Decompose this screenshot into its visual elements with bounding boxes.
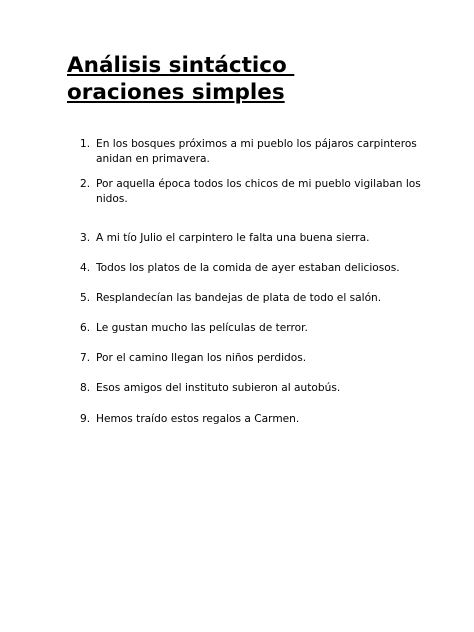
item-text [96, 137, 440, 167]
title-line-1: Análisis sintáctico [67, 53, 295, 78]
list-item [80, 381, 440, 396]
item-text: Por el camino llegan los niños perdidos. [96, 352, 307, 364]
document-title [67, 52, 387, 106]
item-number: 2. [80, 178, 91, 190]
item-text [96, 177, 440, 207]
list-item [80, 231, 440, 246]
list-item [80, 177, 440, 207]
item-text: Esos amigos del instituto subieron al autobús. [96, 382, 341, 394]
item-number: 3. [80, 232, 91, 244]
list-item [80, 321, 440, 336]
item-text: Le gustan mucho las películas de terror. [96, 322, 308, 334]
item-number: 6. [80, 322, 91, 334]
item-number: 1. [80, 138, 91, 150]
title-line-2: oraciones simples [67, 80, 285, 105]
item-text: Todos los platos de la comida de ayer estaban deliciosos. [96, 262, 400, 274]
list-item [80, 137, 440, 167]
item-number: 5. [80, 292, 91, 304]
item-number: 8. [80, 382, 91, 394]
item-text-line-2: anidan en primavera. [96, 153, 210, 165]
item-text: A mi tío Julio el carpintero le falta una buena sierra. [96, 232, 370, 244]
item-text-line-1: En los bosques próximos a mi pueblo los pájaros carpinteros [96, 138, 417, 150]
item-text-line-2: nidos. [96, 193, 128, 205]
item-number: 9. [80, 413, 91, 425]
item-text: Resplandecían las bandejas de plata de todo el salón. [96, 292, 382, 304]
list-item [80, 351, 440, 366]
item-text-line-1: Por aquella época todos los chicos de mi pueblo vigilaban los [96, 178, 421, 190]
item-number: 7. [80, 352, 91, 364]
item-number: 4. [80, 262, 91, 274]
list-item [80, 261, 440, 276]
item-text: Hemos traído estos regalos a Carmen. [96, 413, 300, 425]
list-item [80, 412, 440, 427]
list-item [80, 291, 440, 306]
